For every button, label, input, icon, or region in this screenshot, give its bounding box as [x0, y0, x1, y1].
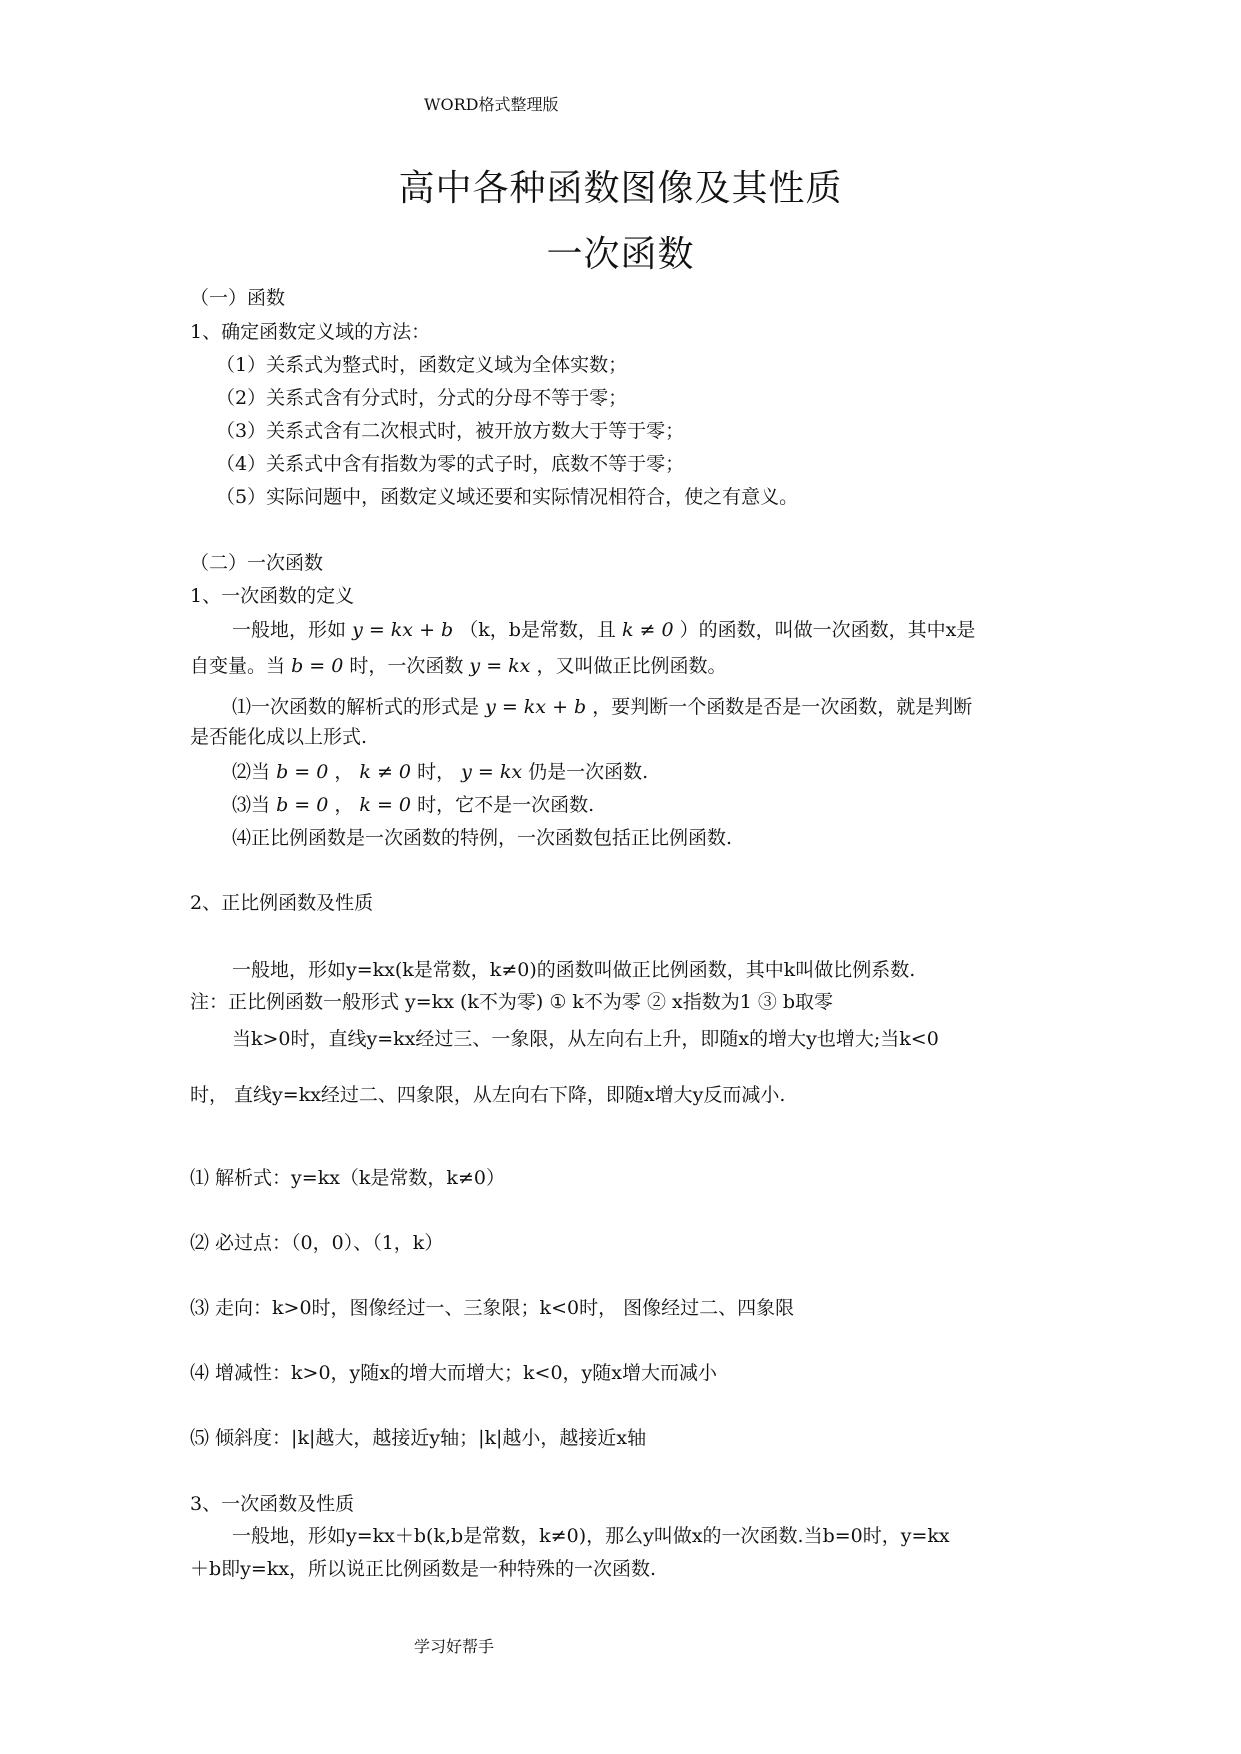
text-span: ，要判断一个函数是否是一次函数，就是判断: [592, 696, 973, 718]
text-span: ）的函数，叫做一次函数，其中x是: [679, 619, 976, 641]
formula: b = 0: [276, 761, 329, 783]
domain-rule-5: （5）实际问题中，函数定义域还要和实际情况相符合，使之有意义。: [216, 486, 799, 508]
linear-definition-line2: [190, 651, 726, 678]
text-span: 时，它不是一次函数.: [417, 794, 595, 816]
note-1-line1: [232, 692, 972, 719]
section2-item3: 3、一次函数及性质: [190, 1493, 355, 1515]
page-header: WORD格式整理版: [424, 95, 559, 114]
note-3: [232, 790, 594, 817]
text-span: 时，一次函数: [349, 655, 464, 677]
domain-rule-3: （3）关系式含有二次根式时，被开放方数大于等于零；: [216, 420, 685, 442]
property-3: ⑶ 走向：k>0时，图像经过一、三象限；k<0时， 图像经过二、四象限: [190, 1297, 795, 1319]
text-span: ，: [334, 794, 354, 816]
proportional-note: 注：正比例函数一般形式 y=kx (k不为零) ① k不为零 ② x指数为1 ③ b取零: [190, 991, 834, 1013]
text-span: ，又叫做正比例函数。: [536, 655, 727, 677]
formula: y = kx: [469, 655, 531, 677]
formula: b = 0: [291, 655, 344, 677]
formula: b = 0: [276, 794, 329, 816]
text-span: ⑶当: [232, 794, 271, 816]
section-title: 一次函数: [546, 234, 695, 275]
property-5: ⑸ 倾斜度：|k|越大，越接近y轴；|k|越小，越接近x轴: [190, 1427, 647, 1449]
proportional-definition: 一般地，形如y=kx(k是常数，k≠0)的函数叫做正比例函数，其中k叫做比例系数.: [232, 959, 916, 981]
domain-rule-1: （1）关系式为整式时，函数定义域为全体实数；: [216, 354, 628, 376]
proportional-trend-line2: 时， 直线y=kx经过二、四象限，从左向右下降，即随x增大y反而减小.: [190, 1084, 786, 1106]
text-span: ⑴一次函数的解析式的形式是: [232, 696, 480, 718]
formula: k = 0: [359, 794, 412, 816]
text-span: （k，b是常数，且: [459, 619, 616, 641]
section2-item1: 1、一次函数的定义: [190, 585, 355, 607]
domain-rule-4: （4）关系式中含有指数为零的式子时，底数不等于零；: [216, 453, 685, 475]
text-span: ，: [334, 761, 354, 783]
formula: k ≠ 0: [359, 761, 412, 783]
proportional-trend-line1: 当k>0时，直线y=kx经过三、一象限，从左向右上升，即随x的增大y也增大;当k<0: [232, 1028, 939, 1050]
text-span: 自变量。当: [190, 655, 286, 677]
property-1: ⑴ 解析式：y=kx（k是常数，k≠0）: [190, 1167, 505, 1189]
note-4: ⑷正比例函数是一次函数的特例，一次函数包括正比例函数.: [232, 827, 733, 849]
text-span: 时，: [417, 761, 456, 783]
formula: y = kx + b: [352, 619, 454, 641]
linear-definition-line1: [232, 615, 975, 642]
property-4: ⑷ 增减性：k>0，y随x的增大而增大；k<0，y随x增大而减小: [190, 1362, 717, 1384]
property-2: ⑵ 必过点：（0，0）、（1，k）: [190, 1232, 444, 1254]
section2-heading: （二）一次函数: [190, 552, 324, 574]
domain-rule-2: （2）关系式含有分式时，分式的分母不等于零；: [216, 387, 628, 409]
note-1-line2: 是否能化成以上形式.: [190, 726, 368, 748]
formula: y = kx: [461, 761, 523, 783]
text-span: 一般地，形如: [232, 619, 347, 641]
text-span: ⑵当: [232, 761, 271, 783]
text-span: 仍是一次函数.: [528, 761, 649, 783]
formula: y = kx + b: [485, 696, 587, 718]
document-title: 高中各种函数图像及其性质: [398, 168, 843, 209]
note-2: [232, 757, 648, 784]
formula: k ≠ 0: [621, 619, 674, 641]
linear-property-line1: 一般地，形如y=kx＋b(k,b是常数，k≠0)，那么y叫做x的一次函数.当b=0时，y=kx: [232, 1525, 950, 1547]
linear-property-line2: ＋b即y=kx，所以说正比例函数是一种特殊的一次函数.: [190, 1558, 657, 1580]
section1-heading: （一）函数: [190, 287, 286, 309]
section2-item2: 2、正比例函数及性质: [190, 892, 374, 914]
section1-item1: 1、确定函数定义域的方法：: [190, 321, 431, 343]
page-footer: 学习好帮手: [414, 1637, 495, 1656]
